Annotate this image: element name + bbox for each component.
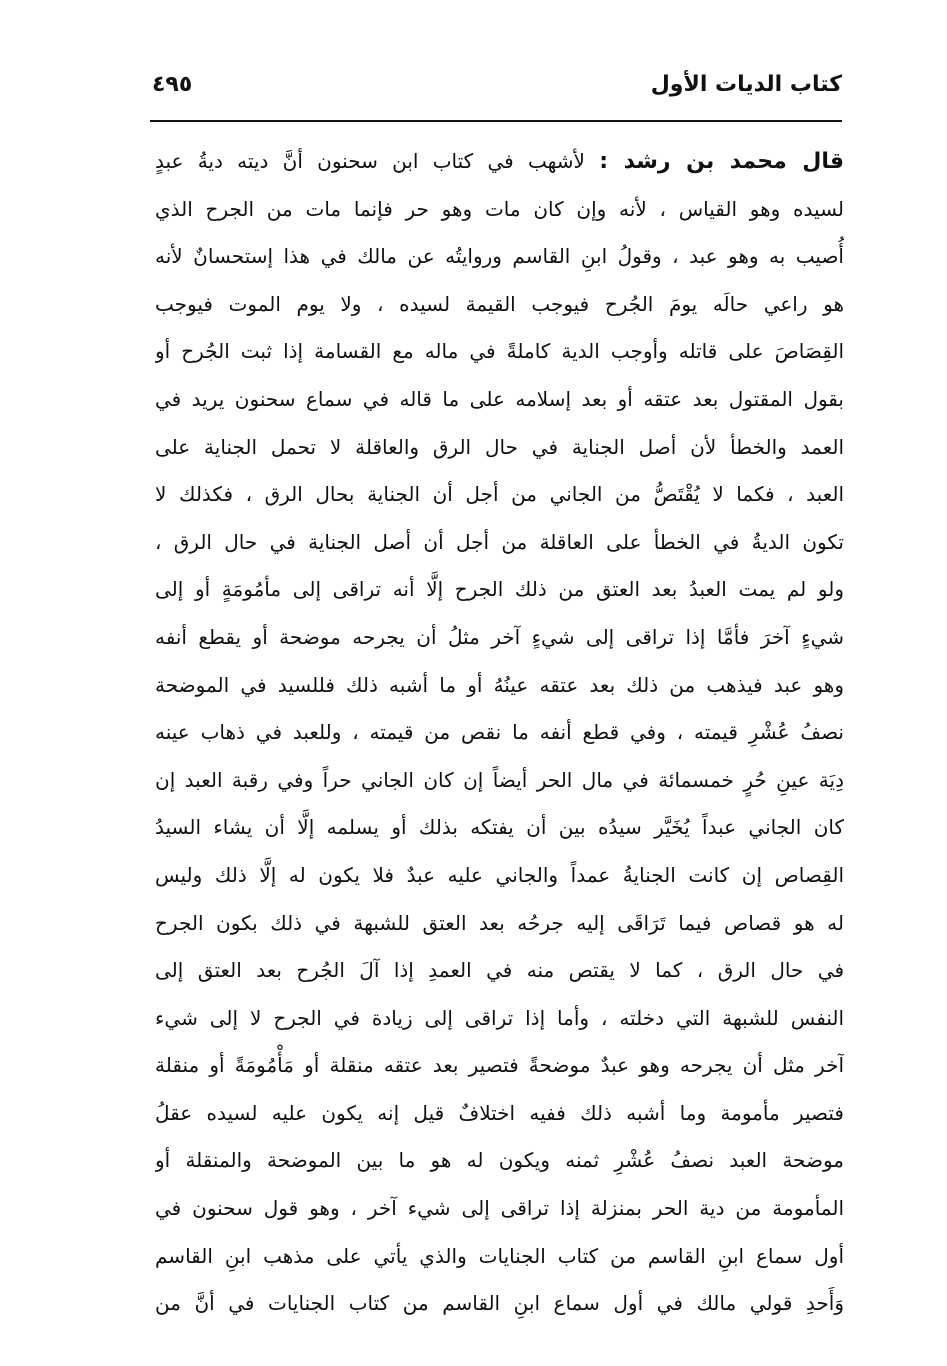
text-line: وهو عبد فيذهب من ذلك بعد عتقه عينُهُ أو ما أشبه ذلك فللسيد في الموضحة [155, 672, 844, 697]
text-line: ولو لم يمت العبدُ بعد العتق من ذلك الجرح إلَّا أنه تراقى إلى مأمُومَةٍ أو إلى [155, 577, 844, 602]
text-line: القِصَاصَ على قاتله وأوجب الدية كاملةً في ماله مع القسامة إذا ثبت الجُرح أو [155, 339, 844, 364]
text-line: بقول المقتول بعد عتقه أو بعد إسلامه على ما قاله في سماع سحنون يريد في [155, 386, 844, 411]
text-line: آخر مثل أن يجرحه وهو عبدٌ موضحةً فتصير بعد عتقه منقلة أو مَأْمُومَةً أو منقلة [155, 1053, 844, 1078]
text-line: العمد والخطأ لأن أصل الجناية في حال الرق والعاقلة لا تحمل الجناية على [155, 434, 844, 459]
header-divider [150, 120, 842, 122]
text-line: القِصاص إن كانت الجنايةُ عمداً والجاني عليه عبدٌ فلا يكون له إلَّا ذلك وليس [155, 862, 844, 887]
text-line: لسيده وهو القياس ، لأنه وإن كان مات وهو حر فإنما مات من الجرح الذي [155, 196, 844, 221]
text-line: هو راعي حالَه يومَ الجُرح فيوجب القيمة لسيده ، ولا يوم الموت فيوجب [155, 291, 844, 316]
text-line: أول سماع ابنِ القاسم من كتاب الجنايات والذي يأتي على مذهب ابنِ القاسم [155, 1243, 844, 1268]
text-line: فتصير مأمومة وما أشبه ذلك ففيه اختلافٌ قيل إنه يكون عليه لسيده عقلُ [155, 1100, 844, 1125]
first-line-text: لأشهب في كتاب ابن سحنون أنَّ ديته ديةُ عبدٍ [155, 149, 585, 173]
text-line [155, 138, 844, 186]
text-line: المأمومة من دية الحر بمنزلة إذا تراقى إلى شيء آخر ، وهو قول سحنون في [155, 1196, 844, 1221]
text-line: وَأَحدِ قولي مالك في أول سماع ابنِ القاسم من كتاب الجنايات في أنَّ من [155, 1291, 844, 1316]
text-line: في حال الرق ، كما لا يقتص منه في العمدِ إذا آلَ الجُرح بعد العتق إلى [155, 958, 844, 983]
text-line: نصفُ عُشْرِ قيمته ، وفي قطع أنفه ما نقص من قيمته ، وللعبد في ذهاب عينه [155, 720, 844, 745]
text-line: كان الجاني عبداً يُخَيَّر سيدُه بين أن يفتكه بذلك أو يسلمه إلَّا أن يشاء السيدُ [155, 815, 844, 840]
body-text [155, 138, 844, 1328]
text-line: موضحة العبد نصفُ عُشْرِ ثمنه ويكون له هو ما بين الموضحة والمنقلة أو [155, 1148, 844, 1173]
text-line: له هو قصاص فيما تَرَاقَى إليه جرحُه بعد العتق للشبهة في ذلك بكون الجرح [155, 910, 844, 935]
text-line: العبد ، فكما لا يُقْتَصُّ من الجاني من أجل أن الجناية بحال الرق ، فكذلك لا [155, 482, 844, 507]
speaker-label: قال محمد بن رشد : [599, 149, 844, 174]
text-line: شيءٍ آخرَ فأمَّا إذا تراقى إلى شيءٍ آخر مثلُ أن يجرحه موضحة أو يقطع أنفه [155, 624, 844, 649]
text-line: تكون الديةُ في الخطأ على العاقلة من أجل أن أصل الجناية في حال الرق ، [155, 529, 844, 554]
page-number: ٤٩٥ [152, 72, 193, 97]
text-line: النفس للشبهة التي دخلته ، وأما إذا تراقى إلى زيادة في الجرح لا إلى شيء [155, 1005, 844, 1030]
running-title: كتاب الديات الأول [650, 72, 842, 97]
page-header [150, 64, 842, 114]
text-line: أُصيب به وهو عبد ، وقولُ ابنِ القاسم وروايتُه عن مالك في هذا إستحسانٌ لأنه [155, 244, 844, 269]
text-line: دِيَة عينِ حُرٍ خمسمائة في مال الحر أيضاً إن كان الجاني حراً وفي رقبة العبد إن [155, 767, 844, 792]
